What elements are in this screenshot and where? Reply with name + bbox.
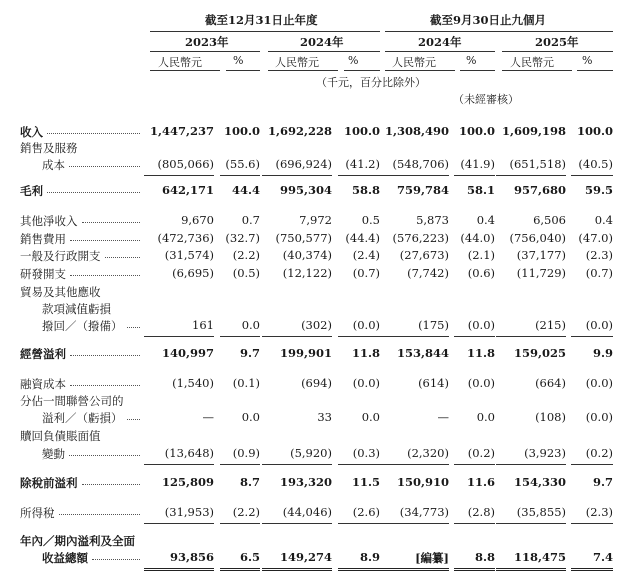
percent-cell: 8.7 <box>239 475 260 489</box>
percent-cell: (44.0) <box>460 231 495 245</box>
subtotal-rule <box>262 336 332 337</box>
percent-cell: (2.8) <box>467 505 495 519</box>
row-label: 一般及行政開支 <box>20 249 101 263</box>
percent-cell: (0.0) <box>467 318 495 332</box>
pct-rule-4 <box>577 70 613 71</box>
subtotal-rule <box>496 523 566 524</box>
currency-header-3: 人民幣元 <box>392 56 436 69</box>
subtotal-rule <box>496 336 566 337</box>
amount-cell: 7,972 <box>299 213 332 227</box>
percent-cell: 100.0 <box>458 124 495 138</box>
percent-cell: (41.9) <box>460 157 495 171</box>
year-2023: 2023年 <box>185 35 229 49</box>
percent-cell: (0.0) <box>352 376 380 390</box>
amount-cell: (13,648) <box>164 446 214 460</box>
amount-cell: (12,122) <box>282 266 332 280</box>
amount-cell: (108) <box>535 410 566 424</box>
amount-cell: (6,695) <box>172 266 214 280</box>
percent-cell: (0.9) <box>232 446 260 460</box>
period-rule-year <box>150 31 380 32</box>
currency-rule-1 <box>150 70 220 71</box>
percent-cell: 8.8 <box>474 550 495 564</box>
amount-cell: (1,540) <box>172 376 214 390</box>
percent-cell: 11.8 <box>351 346 380 360</box>
amount-cell: (31,953) <box>164 505 214 519</box>
amount-cell: 1,609,198 <box>501 124 566 138</box>
amount-cell: (576,223) <box>392 231 449 245</box>
percent-cell: (0.2) <box>467 446 495 460</box>
percent-cell: 0.4 <box>476 213 495 227</box>
amount-cell: (40,374) <box>282 248 332 262</box>
percent-cell: 11.5 <box>351 475 380 489</box>
amount-cell: (614) <box>418 376 449 390</box>
subtotal-rule <box>454 523 495 524</box>
subtotal-rule <box>571 464 613 465</box>
amount-cell: [編纂] <box>415 551 449 565</box>
amount-cell: 159,025 <box>513 346 566 360</box>
amount-cell: 5,873 <box>416 213 449 227</box>
percent-cell: 0.7 <box>241 213 260 227</box>
row-label: 款項減值虧損 <box>42 302 111 316</box>
amount-cell: (175) <box>418 318 449 332</box>
percent-cell: 44.4 <box>231 183 260 197</box>
percent-cell: 9.9 <box>592 346 613 360</box>
subtotal-rule <box>571 523 613 524</box>
currency-header-1: 人民幣元 <box>158 56 202 69</box>
row-label: 除稅前溢利 <box>20 476 78 490</box>
total-double-rule <box>338 568 380 571</box>
leader-dots <box>47 192 140 193</box>
leader-dots <box>69 455 140 456</box>
pct-header-4: % <box>582 54 593 67</box>
percent-cell: (0.1) <box>232 376 260 390</box>
percent-cell: (2.1) <box>467 248 495 262</box>
subtotal-rule <box>571 336 613 337</box>
subtotal-rule <box>220 464 260 465</box>
subtotal-rule <box>262 464 332 465</box>
percent-cell: (0.2) <box>585 446 613 460</box>
total-double-rule <box>144 568 214 571</box>
amount-cell: 161 <box>192 318 214 332</box>
year-rule-2023 <box>150 51 260 52</box>
period-header-year: 截至12月31日止年度 <box>205 13 318 27</box>
percent-cell: (0.7) <box>352 266 380 280</box>
amount-cell: (696,924) <box>275 157 332 171</box>
amount-cell: (44,046) <box>282 505 332 519</box>
percent-cell: (0.6) <box>467 266 495 280</box>
leader-dots <box>70 385 140 386</box>
amount-cell: (37,177) <box>516 248 566 262</box>
percent-cell: 0.0 <box>241 410 260 424</box>
pct-rule-3 <box>460 70 495 71</box>
amount-cell: 150,910 <box>396 475 449 489</box>
row-label: 貿易及其他應收 <box>20 285 101 299</box>
total-double-rule <box>220 568 260 571</box>
currency-header-4: 人民幣元 <box>510 56 554 69</box>
row-label: 收入 <box>20 125 43 139</box>
amount-cell: 9,670 <box>181 213 214 227</box>
leader-dots <box>92 559 140 560</box>
amount-cell: (34,773) <box>399 505 449 519</box>
percent-cell: (2.3) <box>585 248 613 262</box>
percent-cell: (32.7) <box>225 231 260 245</box>
leader-dots <box>70 275 140 276</box>
amount-cell: 957,680 <box>513 183 566 197</box>
subtotal-rule <box>262 523 332 524</box>
percent-cell: (2.6) <box>352 505 380 519</box>
row-label: 銷售費用 <box>20 232 66 246</box>
period-rule-nine-months <box>385 31 613 32</box>
amount-cell: (11,729) <box>516 266 566 280</box>
subtotal-rule <box>379 336 449 337</box>
subtotal-rule <box>144 336 214 337</box>
year-2024-a: 2024年 <box>300 35 344 49</box>
subtotal-rule <box>379 464 449 465</box>
total-double-rule <box>262 568 332 571</box>
amount-cell: (7,742) <box>407 266 449 280</box>
amount-cell: 33 <box>317 410 332 424</box>
subtotal-rule <box>144 175 214 176</box>
percent-cell: 0.5 <box>361 213 380 227</box>
amount-cell: 1,692,228 <box>267 124 332 138</box>
amount-cell: (5,920) <box>290 446 332 460</box>
percent-cell: (0.5) <box>232 266 260 280</box>
total-double-rule <box>496 568 566 571</box>
leader-dots <box>127 419 141 420</box>
pct-rule-1 <box>226 70 260 71</box>
percent-cell: (2.2) <box>232 248 260 262</box>
amount-cell: 199,901 <box>279 346 332 360</box>
row-label: 變動 <box>42 447 65 461</box>
amount-cell: — <box>437 410 449 424</box>
year-rule-2025 <box>502 51 613 52</box>
leader-dots <box>59 514 141 515</box>
percent-cell: (41.2) <box>345 157 380 171</box>
amount-cell: (31,574) <box>164 248 214 262</box>
subtotal-rule <box>220 523 260 524</box>
amount-cell: (756,040) <box>509 231 566 245</box>
subtotal-rule <box>144 464 214 465</box>
percent-cell: 0.0 <box>361 410 380 424</box>
percent-cell: (2.2) <box>232 505 260 519</box>
row-label: 所得稅 <box>20 506 55 520</box>
leader-dots <box>70 355 140 356</box>
total-double-rule <box>379 568 449 571</box>
amount-cell: 642,171 <box>161 183 214 197</box>
percent-cell: (0.0) <box>585 410 613 424</box>
year-2025: 2025年 <box>535 35 579 49</box>
leader-dots <box>82 484 141 485</box>
total-double-rule <box>571 568 613 571</box>
amount-cell: (2,320) <box>407 446 449 460</box>
row-label: 撥回／（撥備） <box>42 319 123 333</box>
currency-rule-3 <box>385 70 455 71</box>
percent-cell: 0.4 <box>594 213 613 227</box>
subtotal-rule <box>338 523 380 524</box>
amount-cell: 154,330 <box>513 475 566 489</box>
amount-cell: 140,997 <box>161 346 214 360</box>
amount-cell: 1,308,490 <box>384 124 449 138</box>
row-label: 贖回負債賬面值 <box>20 429 101 443</box>
amount-cell: 193,320 <box>279 475 332 489</box>
percent-cell: 100.0 <box>343 124 380 138</box>
period-header-nine-months: 截至9月30日止九個月 <box>430 13 547 27</box>
amount-cell: (27,673) <box>399 248 449 262</box>
percent-cell: 58.1 <box>466 183 495 197</box>
percent-cell: (0.0) <box>352 318 380 332</box>
percent-cell: (44.4) <box>345 231 380 245</box>
leader-dots <box>69 166 140 167</box>
unit-note: （千元，百分比除外） <box>316 76 426 89</box>
subtotal-rule <box>379 523 449 524</box>
percent-cell: 11.6 <box>466 475 495 489</box>
percent-cell: (0.3) <box>352 446 380 460</box>
currency-header-2: 人民幣元 <box>275 56 319 69</box>
subtotal-rule <box>379 175 449 176</box>
total-double-rule <box>454 568 495 571</box>
percent-cell: 59.5 <box>584 183 613 197</box>
percent-cell: (0.0) <box>585 376 613 390</box>
row-label: 其他淨收入 <box>20 214 78 228</box>
percent-cell: 8.9 <box>359 550 380 564</box>
subtotal-rule <box>454 175 495 176</box>
amount-cell: 118,475 <box>513 550 566 564</box>
amount-cell: 759,784 <box>396 183 449 197</box>
percent-cell: (0.0) <box>585 318 613 332</box>
subtotal-rule <box>571 175 613 176</box>
amount-cell: (302) <box>301 318 332 332</box>
percent-cell: (0.7) <box>585 266 613 280</box>
percent-cell: 100.0 <box>576 124 613 138</box>
amount-cell: (664) <box>535 376 566 390</box>
year-rule-2024-a <box>268 51 380 52</box>
subtotal-rule <box>338 175 380 176</box>
amount-cell: — <box>202 410 214 424</box>
percent-cell: 0.0 <box>241 318 260 332</box>
amount-cell: (548,706) <box>392 157 449 171</box>
percent-cell: (2.4) <box>352 248 380 262</box>
amount-cell: (694) <box>301 376 332 390</box>
row-label: 分佔一間聯營公司的 <box>20 394 124 408</box>
leader-dots <box>47 133 140 134</box>
row-label: 經營溢利 <box>20 347 66 361</box>
percent-cell: (0.0) <box>467 376 495 390</box>
subtotal-rule <box>496 175 566 176</box>
pct-header-3: % <box>466 54 477 67</box>
subtotal-rule <box>338 464 380 465</box>
row-label: 收益總額 <box>42 551 88 565</box>
amount-cell: (35,855) <box>516 505 566 519</box>
percent-cell: (55.6) <box>225 157 260 171</box>
percent-cell: 100.0 <box>223 124 260 138</box>
amount-cell: 995,304 <box>279 183 332 197</box>
subtotal-rule <box>454 464 495 465</box>
amount-cell: 6,506 <box>533 213 566 227</box>
subtotal-rule <box>338 336 380 337</box>
leader-dots <box>127 327 141 328</box>
pct-header-1: % <box>233 54 244 67</box>
pct-header-2: % <box>348 54 359 67</box>
percent-cell: (47.0) <box>578 231 613 245</box>
year-2024-b: 2024年 <box>418 35 462 49</box>
leader-dots <box>105 257 141 258</box>
currency-rule-2 <box>268 70 338 71</box>
amount-cell: 1,447,237 <box>149 124 214 138</box>
amount-cell: 125,809 <box>161 475 214 489</box>
subtotal-rule <box>220 336 260 337</box>
leader-dots <box>82 222 141 223</box>
subtotal-rule <box>262 175 332 176</box>
row-label: 融資成本 <box>20 377 66 391</box>
amount-cell: (651,518) <box>509 157 566 171</box>
year-rule-2024-b <box>385 51 495 52</box>
unaudited-note: （未經審核） <box>453 93 519 106</box>
percent-cell: (2.3) <box>585 505 613 519</box>
subtotal-rule <box>144 523 214 524</box>
percent-cell: 11.8 <box>466 346 495 360</box>
amount-cell: 93,856 <box>169 550 214 564</box>
amount-cell: (472,736) <box>157 231 214 245</box>
subtotal-rule <box>220 175 260 176</box>
subtotal-rule <box>454 336 495 337</box>
percent-cell: 9.7 <box>239 346 260 360</box>
pct-rule-2 <box>344 70 380 71</box>
amount-cell: (805,066) <box>157 157 214 171</box>
amount-cell: 149,274 <box>279 550 332 564</box>
percent-cell: 7.4 <box>592 550 613 564</box>
row-label: 毛利 <box>20 184 43 198</box>
subtotal-rule <box>496 464 566 465</box>
currency-rule-4 <box>502 70 572 71</box>
row-label: 研發開支 <box>20 267 66 281</box>
amount-cell: (750,577) <box>275 231 332 245</box>
amount-cell: 153,844 <box>396 346 449 360</box>
row-label: 成本 <box>42 158 65 172</box>
row-label: 年內／期內溢利及全面 <box>20 534 135 548</box>
amount-cell: (215) <box>535 318 566 332</box>
row-label: 溢利／（虧損） <box>42 411 123 425</box>
percent-cell: (40.5) <box>578 157 613 171</box>
percent-cell: 0.0 <box>476 410 495 424</box>
percent-cell: 58.8 <box>351 183 380 197</box>
amount-cell: (3,923) <box>524 446 566 460</box>
percent-cell: 9.7 <box>592 475 613 489</box>
leader-dots <box>70 240 140 241</box>
percent-cell: 6.5 <box>239 550 260 564</box>
row-label: 銷售及服務 <box>20 141 78 155</box>
